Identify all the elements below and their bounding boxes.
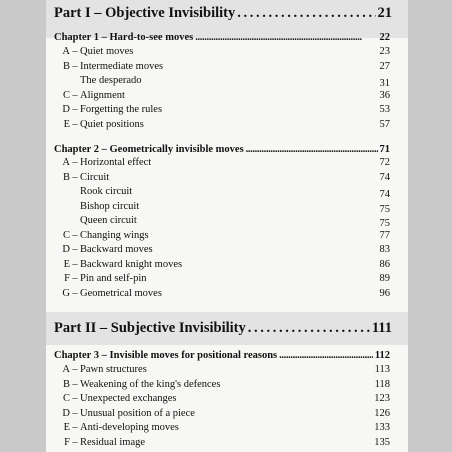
toc-entry: [56, 75, 390, 89]
entry-label: [56, 273, 147, 284]
entry-label: [56, 104, 162, 115]
entry-title: Unusual position of a piece: [80, 407, 195, 419]
entry-label: [56, 379, 220, 390]
toc-entry: [56, 408, 390, 419]
entry-label: [56, 61, 163, 72]
entry-page: 57: [379, 118, 390, 130]
entry-page: 135: [374, 436, 390, 448]
toc-entry: [56, 157, 390, 168]
entry-page: 36: [379, 89, 390, 101]
entry-letter: [56, 186, 70, 197]
entry-dash: –: [72, 393, 78, 404]
leader-dots: [195, 32, 377, 43]
entry-letter: [56, 201, 70, 212]
entry-title: Alignment: [80, 89, 125, 101]
entry-title: Queen circuit: [80, 215, 137, 226]
entry-letter: E: [63, 118, 70, 130]
entry-page: 86: [379, 258, 390, 270]
entry-letter: B: [62, 60, 70, 72]
entry-letter: C: [62, 393, 70, 404]
entry-label: [56, 437, 145, 448]
entry-page: 74: [379, 171, 390, 183]
entry-letter: C: [62, 229, 70, 241]
leader-dots: [237, 5, 375, 22]
toc-entry: [56, 104, 390, 115]
chapter2-heading: [54, 144, 390, 155]
entry-page: 133: [374, 422, 390, 433]
toc-entry: [56, 288, 390, 299]
entry-letter: F: [64, 273, 70, 284]
entry-letter: D: [62, 104, 70, 115]
entry-title: Forgetting the rules: [80, 104, 163, 115]
entry-page: 77: [379, 229, 390, 241]
toc-entry: [56, 273, 390, 284]
chapter1-heading: [54, 32, 390, 43]
chapter3-heading: [54, 350, 390, 361]
part2-heading: [54, 320, 392, 337]
entry-dash: –: [72, 364, 78, 375]
entry-label: [56, 230, 149, 241]
entry-label: [56, 364, 147, 375]
entry-dash: –: [72, 89, 78, 101]
toc-entry: [56, 393, 390, 404]
entry-letter: E: [63, 422, 70, 433]
entry-title: Rook circuit: [80, 186, 133, 197]
entry-page: 113: [374, 364, 390, 375]
entry-page: 31: [379, 78, 390, 89]
entry-title: Quiet moves: [80, 46, 134, 57]
entry-dash: [70, 75, 80, 86]
entry-title: Circuit: [80, 171, 110, 183]
entry-dash: –: [72, 118, 78, 130]
entry-dash: –: [72, 104, 78, 115]
chapter3-title: Chapter 3 – Invisible moves for positional reasons: [54, 350, 278, 361]
entry-letter: [56, 75, 70, 86]
entry-dash: –: [72, 157, 78, 168]
entry-letter: A: [62, 364, 70, 375]
entry-label: [56, 393, 177, 404]
entry-letter: A: [62, 157, 70, 168]
toc-entry: [56, 46, 390, 57]
entry-dash: –: [72, 287, 78, 299]
toc-entry: [56, 230, 390, 241]
entry-label: [56, 119, 144, 130]
toc-entry: [56, 90, 390, 101]
entry-title: Unexpected exchanges: [80, 393, 177, 404]
entry-dash: –: [72, 422, 78, 433]
entry-dash: –: [72, 229, 78, 241]
entry-label: [56, 90, 125, 101]
entry-title: The desperado: [80, 75, 142, 86]
entry-page: 53: [379, 104, 390, 115]
entry-title: Pin and self-pin: [80, 273, 147, 284]
entry-dash: –: [72, 46, 78, 57]
chapter1-title: Chapter 1 – Hard-to-see moves: [54, 32, 194, 43]
toc-entry: [56, 201, 390, 215]
part2-title: Part II – Subjective Invisibility: [54, 320, 246, 336]
entry-label: [56, 75, 142, 86]
toc-entry: [56, 61, 390, 72]
entry-dash: –: [72, 60, 78, 72]
part1-page: 21: [377, 5, 392, 21]
part1-title: Part I – Objective Invisibility: [54, 5, 236, 21]
entry-title: Changing wings: [80, 229, 149, 241]
entry-page: 23: [379, 46, 390, 57]
entry-label: [56, 157, 151, 168]
entry-title: Backward moves: [80, 244, 153, 255]
entry-letter: B: [62, 171, 70, 183]
entry-letter: [56, 215, 70, 226]
entry-title: Geometrical moves: [80, 287, 162, 299]
entry-page: 83: [379, 244, 390, 255]
entry-label: [56, 288, 162, 299]
entry-letter: G: [62, 287, 70, 299]
entry-label: [56, 186, 132, 197]
entry-letter: A: [62, 46, 70, 57]
entry-label: [56, 215, 137, 226]
entry-letter: E: [63, 258, 70, 270]
entry-label: [56, 172, 109, 183]
entry-page: 126: [374, 407, 390, 419]
entry-title: Pawn structures: [80, 364, 147, 375]
entry-title: Anti-developing moves: [80, 422, 179, 433]
entry-letter: F: [64, 436, 70, 448]
entry-page: 118: [374, 378, 390, 390]
chapter2-page: 71: [379, 144, 390, 155]
entry-letter: D: [62, 407, 70, 419]
chapter1-page: 22: [379, 32, 390, 43]
book-page: [46, 0, 408, 452]
entry-dash: –: [72, 436, 78, 448]
toc-entry: [56, 172, 390, 183]
entry-letter: B: [62, 378, 70, 390]
entry-dash: –: [72, 171, 78, 183]
toc-entry: [56, 422, 390, 433]
entry-page: 75: [379, 203, 390, 215]
entry-page: 74: [379, 189, 390, 200]
chapter2-title: Chapter 2 – Geometrically invisible moves: [54, 144, 244, 155]
entry-page: 27: [379, 60, 390, 72]
entry-label: [56, 408, 195, 419]
leader-dots: [246, 144, 378, 155]
entry-title: Horizontal effect: [80, 157, 152, 168]
toc-entry: [56, 215, 390, 229]
entry-page: 96: [379, 287, 390, 299]
entry-page: 75: [379, 218, 390, 229]
entry-title: Residual image: [80, 436, 146, 448]
toc-entry: [56, 119, 390, 130]
entry-page: 89: [379, 273, 390, 284]
entry-label: [56, 201, 139, 212]
toc-entry: [56, 186, 390, 200]
entry-dash: [70, 215, 80, 226]
entry-dash: –: [72, 258, 78, 270]
entry-label: [56, 259, 182, 270]
entry-dash: –: [72, 407, 78, 419]
entry-page: 123: [374, 393, 390, 404]
entry-title: Backward knight moves: [80, 258, 183, 270]
entry-letter: D: [62, 244, 70, 255]
entry-dash: [70, 201, 80, 212]
entry-label: [56, 244, 153, 255]
entry-dash: –: [72, 378, 78, 390]
toc-entry: [56, 437, 390, 448]
entry-dash: –: [72, 244, 78, 255]
entry-page: 72: [379, 157, 390, 168]
chapter3-page: 112: [374, 350, 390, 361]
toc-entry: [56, 244, 390, 255]
toc-entry: [56, 379, 390, 390]
entry-title: Intermediate moves: [80, 60, 164, 72]
leader-dots: [248, 320, 370, 337]
part2-page: 111: [371, 320, 392, 336]
entry-dash: [70, 186, 80, 197]
entry-dash: –: [72, 273, 78, 284]
entry-title: Weakening of the king's defences: [80, 378, 221, 390]
entry-letter: C: [62, 89, 70, 101]
entry-label: [56, 422, 179, 433]
part1-heading: [54, 5, 392, 22]
entry-label: [56, 46, 133, 57]
toc-entry: [56, 364, 390, 375]
entry-title: Quiet positions: [80, 118, 144, 130]
leader-dots: [279, 350, 373, 361]
entry-title: Bishop circuit: [80, 200, 140, 212]
toc-entry: [56, 259, 390, 270]
